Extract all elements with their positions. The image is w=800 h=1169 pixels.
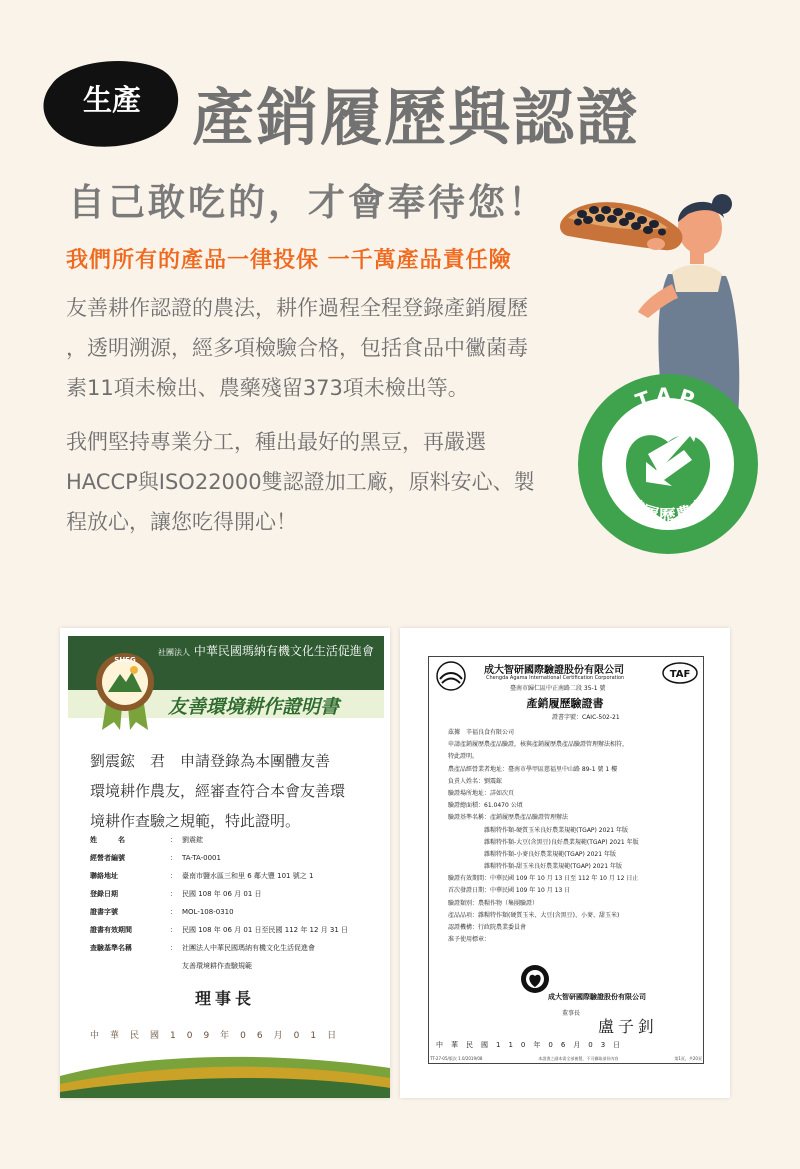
subtitle: 自己敢吃的，才會奉待您！ [68,181,548,224]
cert-issuer: 成大智研國際驗證股份有限公司 [548,993,646,1001]
cert-detail-line: 驗證基準名稱：產銷履歷農產品驗證管理辦法 [448,814,569,822]
detail-key: 證書字號 [90,908,118,916]
cert-org-prefix: 社團法人 [158,648,190,657]
cert-statement-line: 環境耕作農友，經審查符合本會友善環 [90,782,346,800]
cert-footer-code: TT-27-05/版次 1.0/2019/08 [430,1056,483,1061]
friendly-farming-certificate [60,628,390,1098]
decorative-swoosh [60,1048,390,1098]
detail-value: 民國 108 年 06 月 01 日至民國 112 年 12 月 31 日 [182,926,349,934]
tap-mark-bottom-text: 產銷履歷農產品 [607,481,729,527]
cert-statement [90,746,380,836]
detail-key: 姓 名 [90,836,125,844]
paragraph-certification [66,288,556,408]
tap-stamp-icon [520,964,550,994]
cert-footer-note: 本證書之副本需全部複製，不可擷取部份內容 [538,1056,619,1061]
caic-logo-icon [436,661,466,691]
taf-text: TAF [669,669,691,680]
cert-detail-line: 負責人姓名：劉震鋐 [448,777,503,785]
detail-value: 社團法人中華民國瑪納有機文化生活促進會 [182,944,315,952]
svg-text:TAP [632,383,703,413]
cert-signature: 盧子釗 [598,1017,659,1036]
cert-statement-line: 境耕作查驗之規範，特此證明。 [90,812,301,830]
paragraph-line: ，透明溯源，經多項檢驗合格，包括食品中黴菌毒 [66,336,528,360]
cert-org-text: 中華民國瑪納有機文化生活促進會 [193,644,374,658]
cert-detail-row: 登錄日期 ： 民國 108 年 06 月 01 日 [90,890,262,898]
detail-value: TA-TA-0001 [182,854,221,862]
cert-detail-line: 雜糧特作類-大豆(含黑豆)良好農業規範(TGAP) 2021 年版 [448,838,639,846]
cert-title: 友善環境耕作證明書 [168,696,340,718]
cert-number: 證書字號：CAIC-502-21 [552,714,620,721]
cert-company-address: 臺南市歸仁區中正南路二段 35-1 號 [510,685,606,692]
detail-value: MOL-108-0310 [182,908,234,916]
cert-detail-line: 驗證有效期間：中華民國 109 年 10 月 13 日至 112 年 10 月 12 日止 [448,875,639,883]
paragraph-line: 我們堅持專業分工，種出最好的黑豆，再嚴選 [66,430,486,454]
detail-key: 聯絡地址 [90,872,118,880]
insurance-note: 我們所有的產品一律投保 一千萬產品責任險 [66,248,512,273]
detail-key: 登錄日期 [90,890,118,898]
detail-value: 友善環境耕作查驗規範 [182,962,252,970]
cert-detail-line: 准予使用標章： [448,936,491,944]
paragraph-line: 程放心，讓您吃得開心！ [66,510,297,534]
cert-detail-line: 雜糧特作類-甜玉米良好農業規範(TGAP) 2021 年版 [448,863,622,871]
cert-detail-line: 農產品經營業者地址：臺南市學甲區慈福里中山路 89-1 號 1 樓 [448,765,618,773]
cert-detail-row: 查驗基準名稱 ： 社團法人中華民國瑪納有機文化生活促進會 [90,944,315,952]
svg-text:產銷履歷農產品 [608,481,728,527]
cert-company-english: Chengda Agama International Certification Corporation [486,675,625,681]
cert-issue-date: 中華民國110年06月03日 [436,1041,629,1049]
cert-detail-line: 首次發證日期：中華民國 109 年 10 月 13 日 [448,887,571,895]
tap-mark-text [576,372,760,556]
detail-value: 劉震鋐 [182,836,203,844]
page-title: 產銷履歷與認證 [192,81,641,154]
detail-value: 臺南市鹽水區三和里 6 鄰大豐 101 號之 1 [182,872,314,880]
cert-detail-line: 產品品項：雜糧特作類(硬質玉米、大豆(含黑豆)、小麥、甜玉米) [448,911,620,919]
badge-label: 生產 [82,83,141,117]
paragraph-line: 素11項未檢出、農藥殘留373項未檢出等。 [66,376,469,400]
taf-logo-icon [662,662,698,684]
cert-detail-line: 驗證場所地址：詳如次頁 [448,789,515,797]
cert-detail-line: 雜糧特作類-小麥良好農業規範(TGAP) 2021 年版 [448,850,616,858]
cert-statement-line: 劉震鋐 君 申請登錄為本團體友善 [90,752,331,770]
paragraph-line: 友善耕作認證的農法，耕作過程全程登錄產銷履歷 [66,296,528,320]
cert-signatory-title: 理事長 [194,989,255,1008]
tap-mark-top-text: TAP [632,382,704,414]
cert-detail-line: 雜糧特作類-硬質玉米良好農業規範(TGAP) 2021 年版 [448,826,628,834]
cert-signatory-role: 董事長 [562,1010,581,1017]
cert-company-name: 成大智研國際驗證股份有限公司 [484,665,624,676]
detail-key: 經營者編號 [90,854,125,862]
cert-detail-lines [448,727,708,946]
cert-org-name [158,642,374,659]
cert-detail-row: 證書有效期間 ： 民國 108 年 06 月 01 日至民國 112 年 12 月 31 日 [90,926,349,934]
cert-issue-date: 中華民國109年06月01日 [90,1031,348,1041]
cert-footer-page: 第1頁，共20頁 [674,1056,702,1061]
cert-document-title: 產銷履歷驗證書 [526,697,604,710]
cert-detail-line: 申請產銷履歷農產品驗證，核與產銷履歷農產品驗證管理辦法相符， [448,741,629,749]
detail-key: 證書有效期間 [90,926,132,934]
cert-footer [430,1056,702,1062]
cert-detail-line: 茲據 辛福良食有限公司 [448,729,515,736]
cert-details-table [90,831,380,975]
traceability-certificate [400,628,730,1098]
cert-detail-row: 姓 名 ： 劉震鋐 [90,836,203,844]
cert-detail-line: 驗證類別：農糧作物（集團驗證） [448,899,539,907]
cert-detail-line: 特此證明。 [448,753,479,761]
cert-detail-row: 經營者編號 ： TA-TA-0001 [90,854,221,862]
cert-detail-line: 驗證總面積：61.0470 公頃 [448,802,523,810]
paragraph-processing [66,422,556,542]
cert-detail-line: 認證機構：行政院農業委員會 [448,924,527,931]
cert-detail-row: 聯絡地址 ： 臺南市鹽水區三和里 6 鄰大豐 101 號之 1 [90,872,314,880]
detail-key: 查驗基準名稱 [90,944,132,952]
sheg-seal-icon [94,650,156,730]
cert-detail-row: 證書字號 ： MOL-108-0310 [90,908,234,916]
cert-detail-row [90,957,380,975]
seal-text: SHEG [114,656,136,664]
paragraph-line: HACCP與ISO22000雙認證加工廠，原料安心、製 [66,470,535,494]
detail-value: 民國 108 年 06 月 01 日 [182,890,262,898]
